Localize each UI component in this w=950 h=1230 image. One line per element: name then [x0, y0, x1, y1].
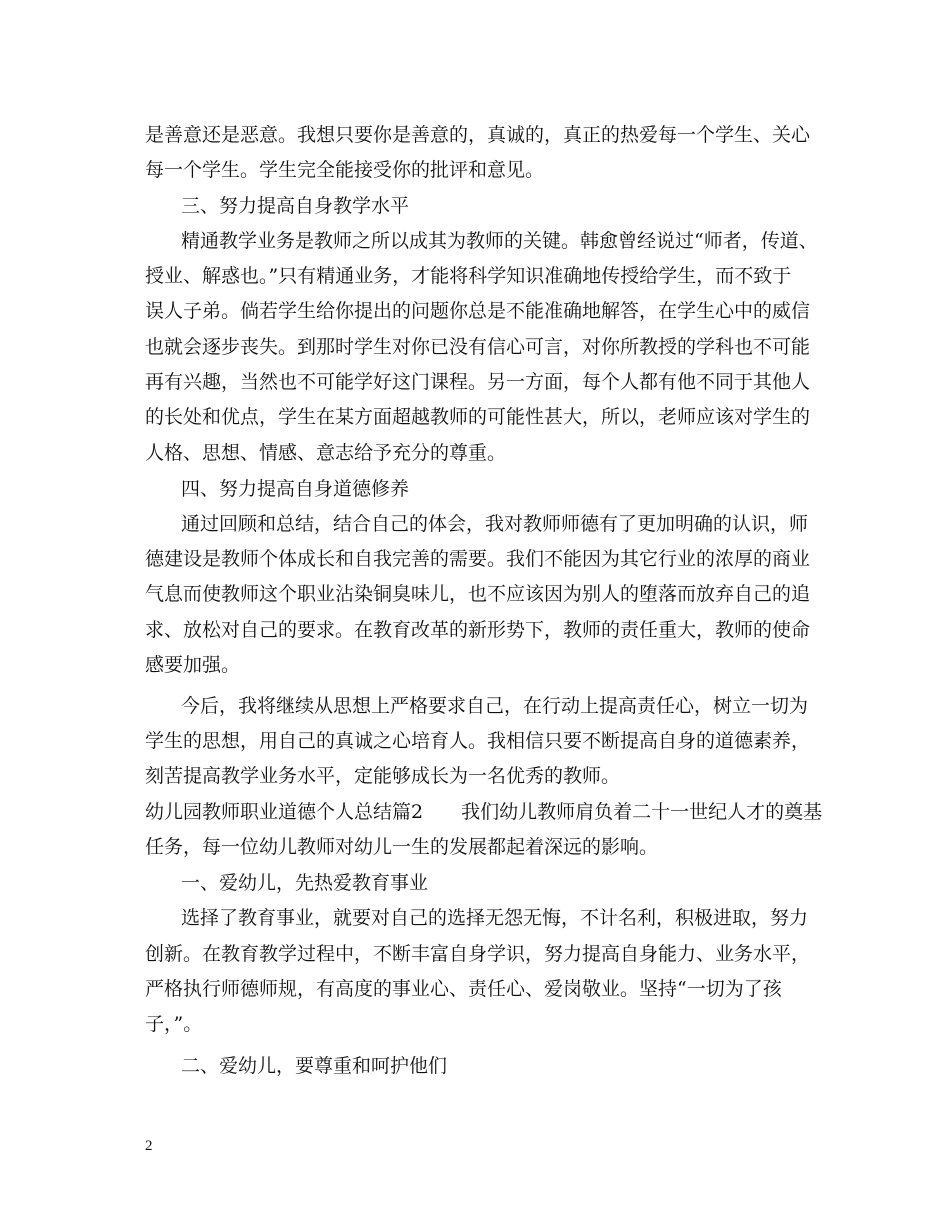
text-line: 也就会逐步丧失。到那时学生对你已没有信心可言，对你所教授的学科也不可能 — [145, 336, 811, 358]
text-line: 误人子弟。倘若学生给你提出的问题你总是不能准确地解答，在学生心中的威信 — [145, 300, 811, 322]
text-line: 求、放松对自己的要求。在教育改革的新形势下，教师的责任重大，教师的使命 — [145, 619, 811, 641]
text-line: 每一个学生。学生完全能接受你的批评和意见。 — [145, 159, 545, 181]
text-line: 的长处和优点，学生在某方面超越教师的可能性甚大，所以，老师应该对学生的 — [145, 406, 811, 428]
text-line: 任务，每一位幼儿教师对幼儿一生的发展都起着深远的影响。 — [145, 836, 659, 858]
text-line: 是善意还是恶意。我想只要你是善意的，真诚的，真正的热爱每一个学生、关心 — [145, 124, 811, 146]
text-line: 选择了教育事业，就要对自己的选择无怨无悔，不计名利，积极进取，努力 — [181, 907, 809, 929]
section-heading: 三、努力提高自身教学水平 — [181, 195, 410, 217]
text-line: 创新。在教育教学过程中，不断丰富自身学识，努力提高自身能力、业务水平， — [145, 943, 811, 965]
text-line: 授业、解惑也。”只有精通业务，才能将科学知识准确地传授给学生，而不致于 — [145, 265, 792, 287]
section-heading: 一、爱幼儿，先热爱教育事业 — [181, 872, 429, 894]
page-number: 2 — [145, 1138, 153, 1154]
text-line: 感要加强。 — [145, 654, 241, 676]
text-line: 学生的思想，用自己的真诚之心培育人。我相信只要不断提高自身的道德素养， — [145, 730, 811, 752]
text-line: 精通教学业务是教师之所以成其为教师的关键。韩愈曾经说过“师者，传道、 — [181, 230, 818, 252]
text-line: 德建设是教师个体成长和自我完善的需要。我们不能因为其它行业的浓厚的商业 — [145, 548, 811, 570]
section-heading: 四、努力提高自身道德修养 — [181, 478, 410, 500]
text-line: 今后，我将继续从思想上严格要求自己，在行动上提高责任心，树立一切为 — [181, 695, 809, 717]
text-line: 人格、思想、情感、意志给予充分的尊重。 — [145, 442, 507, 464]
text-line: 子，”。 — [145, 1013, 203, 1035]
text-line: 严格执行师德师规，有高度的事业心、责任心、爱岗敬业。坚持“一切为了孩 — [145, 978, 782, 1000]
text-line: 再有兴趣，当然也不可能学好这门课程。另一方面，每个人都有他不同于其他人 — [145, 371, 811, 393]
article-heading-line: 幼儿园教师职业道德个人总结篇2 我们幼儿教师肩负着二十一世纪人才的奠基 — [145, 801, 823, 823]
text-line: 气息而使教师这个职业沾染铜臭味儿，也不应该因为别人的堕落而放弃自己的追 — [145, 583, 811, 605]
section-heading: 二、爱幼儿，要尊重和呵护他们 — [181, 1055, 448, 1077]
text-line: 刻苦提高教学业务水平，定能够成长为一名优秀的教师。 — [145, 765, 621, 787]
text-line: 通过回顾和总结，结合自己的体会，我对教师师德有了更加明确的认识，师 — [181, 513, 809, 535]
